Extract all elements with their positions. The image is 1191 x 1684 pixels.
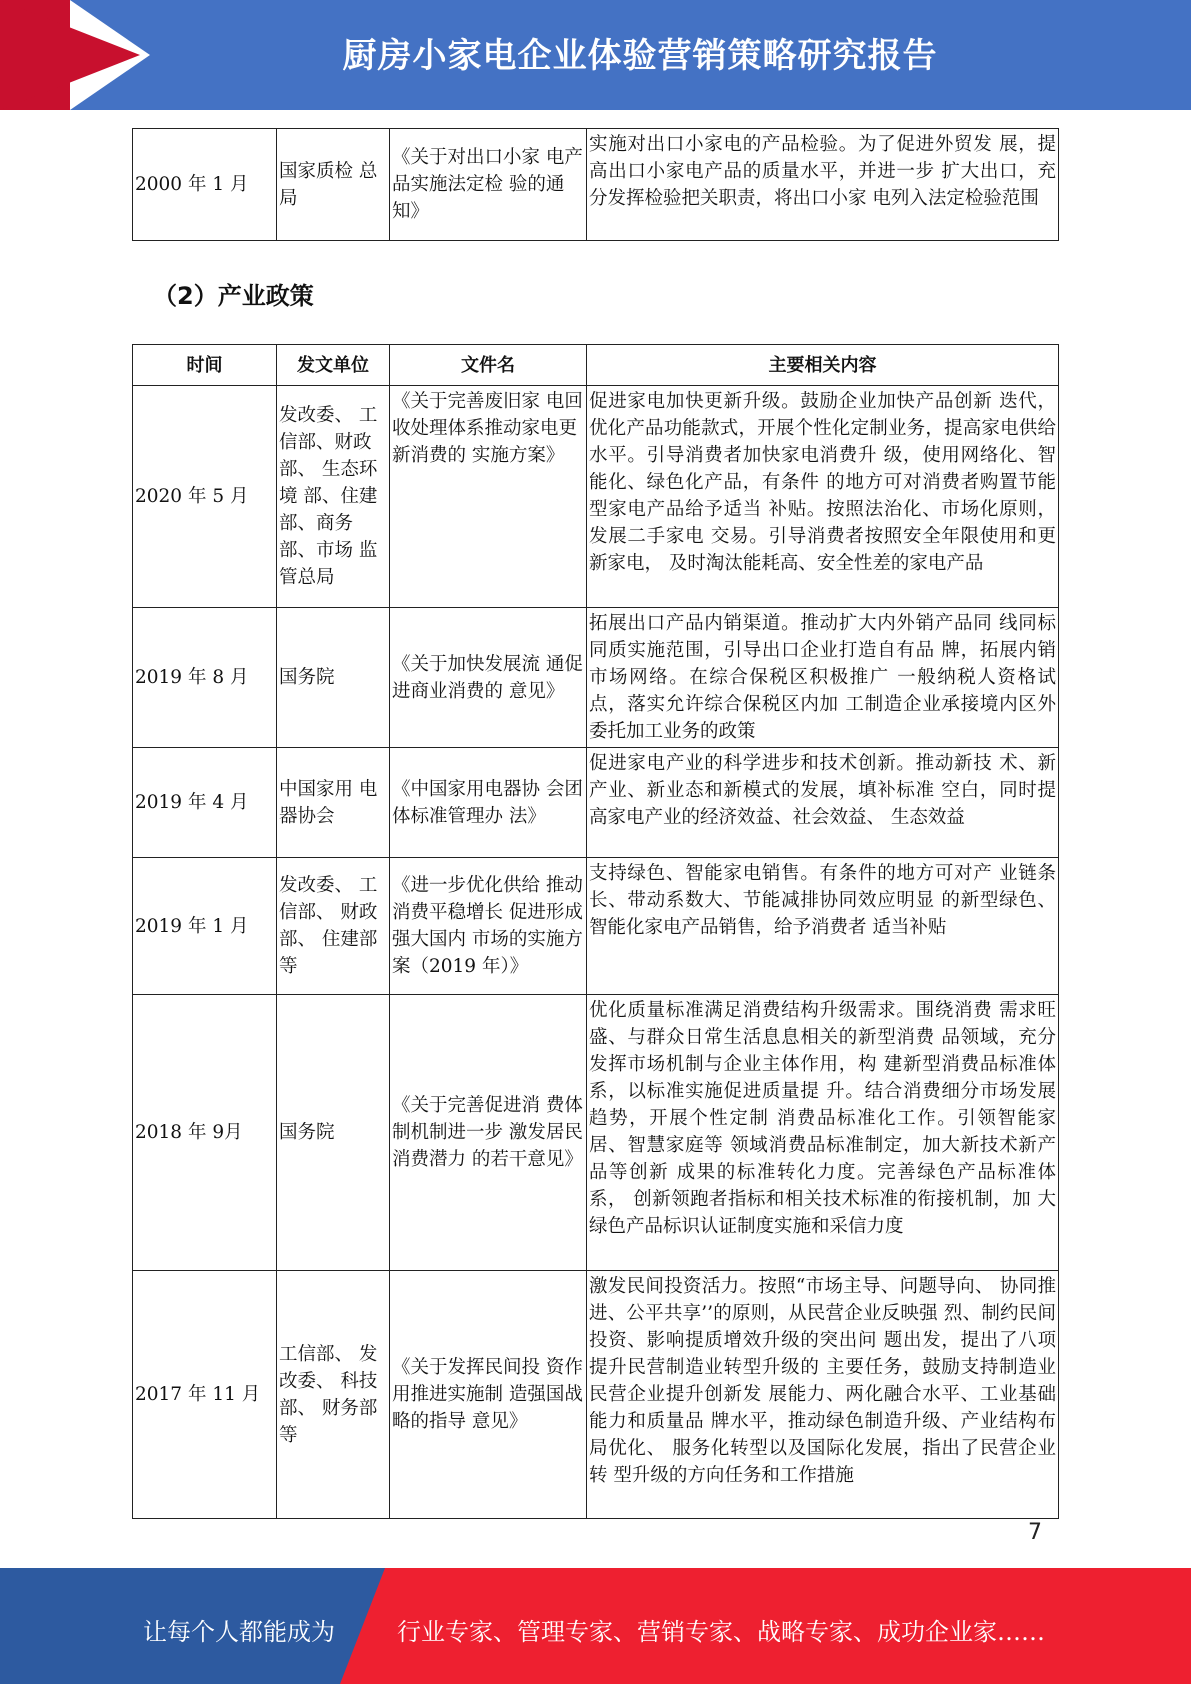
table-row (133, 386, 1059, 608)
document-cell: 《关于完善促进消 费体制机制进一步 激发居民消费潜力 的若干意见》 (390, 995, 587, 1271)
date-cell: 2019 年 8 月 (133, 608, 277, 748)
page-title: 厨房小家电企业体验营销策略研究报告 (342, 36, 938, 76)
issuer-cell: 发改委、 工信部、财政部、 生态环境 部、住建部、商务部、市场 监管总局 (277, 386, 390, 608)
table-header-row (133, 345, 1059, 386)
column-header: 时间 (133, 345, 277, 386)
issuer-cell: 发改委、 工信部、 财政部、 住建部等 (277, 858, 390, 995)
table-row (133, 608, 1059, 748)
date-cell: 2017 年 11 月 (133, 1271, 277, 1519)
content-cell: 优化质量标准满足消费结构升级需求。围绕消费 需求旺盛、与群众日常生活息息相关的新型消费 品领域，充分发挥市场机制与企业主体作用，构 建新型消费品标准体系，以标准实施促进质量提 升。结合消费细分市场发展趋势，开展个性定制 消费品标准化工作。引领智能家居、智慧家庭等 领域消费品标准制定，加大新技术新产品等创新 成果的标准转化力度。完善绿色产品标准体系， 创新领跑者指标和相关技术标准的衔接机制，加 大绿色产品标识认证制度实施和采信力度 (587, 995, 1059, 1271)
date-cell: 2018 年 9月 (133, 995, 277, 1271)
section-title: （2）产业政策 (153, 282, 314, 310)
table-row (133, 858, 1059, 995)
content-cell: 激发民间投资活力。按照“市场主导、问题导向、 协同推进、公平共享’’的原则，从民营企业反映强 烈、制约民间投资、影响提质增效升级的突出问 题出发，提出了八项提升民营制造业转型升级的 主要任务，鼓励支持制造业民营企业提升创新发 展能力、两化融合水平、工业基础能力和质量品 牌水平，推动绿色制造升级、产业结构布局优化、 服务化转型以及国际化发展，指出了民营企业转 型升级的方向任务和工作措施 (587, 1271, 1059, 1519)
footer-slogan-left: 让每个人都能成为 (143, 1618, 335, 1646)
issuer-cell: 工信部、 发改委、 科技部、 财务部等 (277, 1271, 390, 1519)
issuer-cell: 中国家用 电器协会 (277, 748, 390, 858)
document-cell: 《关于加快发展流 通促进商业消费的 意见》 (390, 608, 587, 748)
date-cell: 2020 年 5 月 (133, 386, 277, 608)
issuer-cell: 国务院 (277, 608, 390, 748)
table-row (133, 995, 1059, 1271)
date-cell: 2019 年 4 月 (133, 748, 277, 858)
header-banner (0, 0, 1191, 110)
page-number: 7 (1028, 1520, 1042, 1545)
content-cell: 促进家电产业的科学进步和技术创新。推动新技 术、新产业、新业态和新模式的发展，填补标准 空白，同时提高家电产业的经济效益、社会效益、 生态效益 (587, 748, 1059, 858)
content-cell: 拓展出口产品内销渠道。推动扩大内外销产品同 线同标同质实施范围，引导出口企业打造自有品 牌，拓展内销市场网络。在综合保税区积极推广 一般纳税人资格试点，落实允许综合保税区内加 工制造企业承接境内区外委托加工业务的政策 (587, 608, 1059, 748)
table-row (133, 129, 1059, 241)
content-cell: 实施对出口小家电的产品检验。为了促进外贸发 展，提高出口小家电产品的质量水平，并进一步 扩大出口，充分发挥检验把关职责，将出口小家 电列入法定检验范围 (587, 129, 1059, 241)
table-row (133, 1271, 1059, 1519)
table-row (133, 748, 1059, 858)
column-header: 发文单位 (277, 345, 390, 386)
issuer-cell: 国家质检 总局 (277, 129, 390, 241)
column-header: 主要相关内容 (587, 345, 1059, 386)
document-cell: 《中国家用电器协 会团体标准管理办 法》 (390, 748, 587, 858)
policy-table-continued (132, 128, 1059, 241)
column-header: 文件名 (390, 345, 587, 386)
content-cell: 促进家电加快更新升级。鼓励企业加快产品创新 迭代，优化产品功能款式，开展个性化定制业务，提高家电供给水平。引导消费者加快家电消费升 级，使用网络化、智能化、绿色化产品，有条件 的地方可对消费者购置节能型家电产品给予适当 补贴。按照法治化、市场化原则，发展二手家电 交易。引导消费者按照安全年限使用和更新家电， 及时淘汰能耗高、安全性差的家电产品 (587, 386, 1059, 608)
document-cell: 《关于对出口小家 电产品实施法定检 验的通知》 (390, 129, 587, 241)
footer-blue-slant (340, 1568, 385, 1684)
content-cell: 支持绿色、智能家电销售。有条件的地方可对产 业链条长、带动系数大、节能减排协同效应明显 的新型绿色、智能化家电产品销售，给予消费者 适当补贴 (587, 858, 1059, 995)
issuer-cell: 国务院 (277, 995, 390, 1271)
industry-policy-table (132, 344, 1059, 1519)
document-cell: 《关于发挥民间投 资作用推进实施制 造强国战略的指导 意见》 (390, 1271, 587, 1519)
document-cell: 《关于完善废旧家 电回收处理体系推动家电更新消费的 实施方案》 (390, 386, 587, 608)
document-cell: 《进一步优化供给 推动消费平稳增长 促进形成强大国内 市场的实施方案（2019 年）》 (390, 858, 587, 995)
footer-slogan-right: 行业专家、管理专家、营销专家、战略专家、成功企业家…… (397, 1618, 1045, 1646)
footer-banner (0, 1568, 1191, 1684)
header-chevron-red (0, 0, 140, 110)
date-cell: 2000 年 1 月 (133, 129, 277, 241)
date-cell: 2019 年 1 月 (133, 858, 277, 995)
